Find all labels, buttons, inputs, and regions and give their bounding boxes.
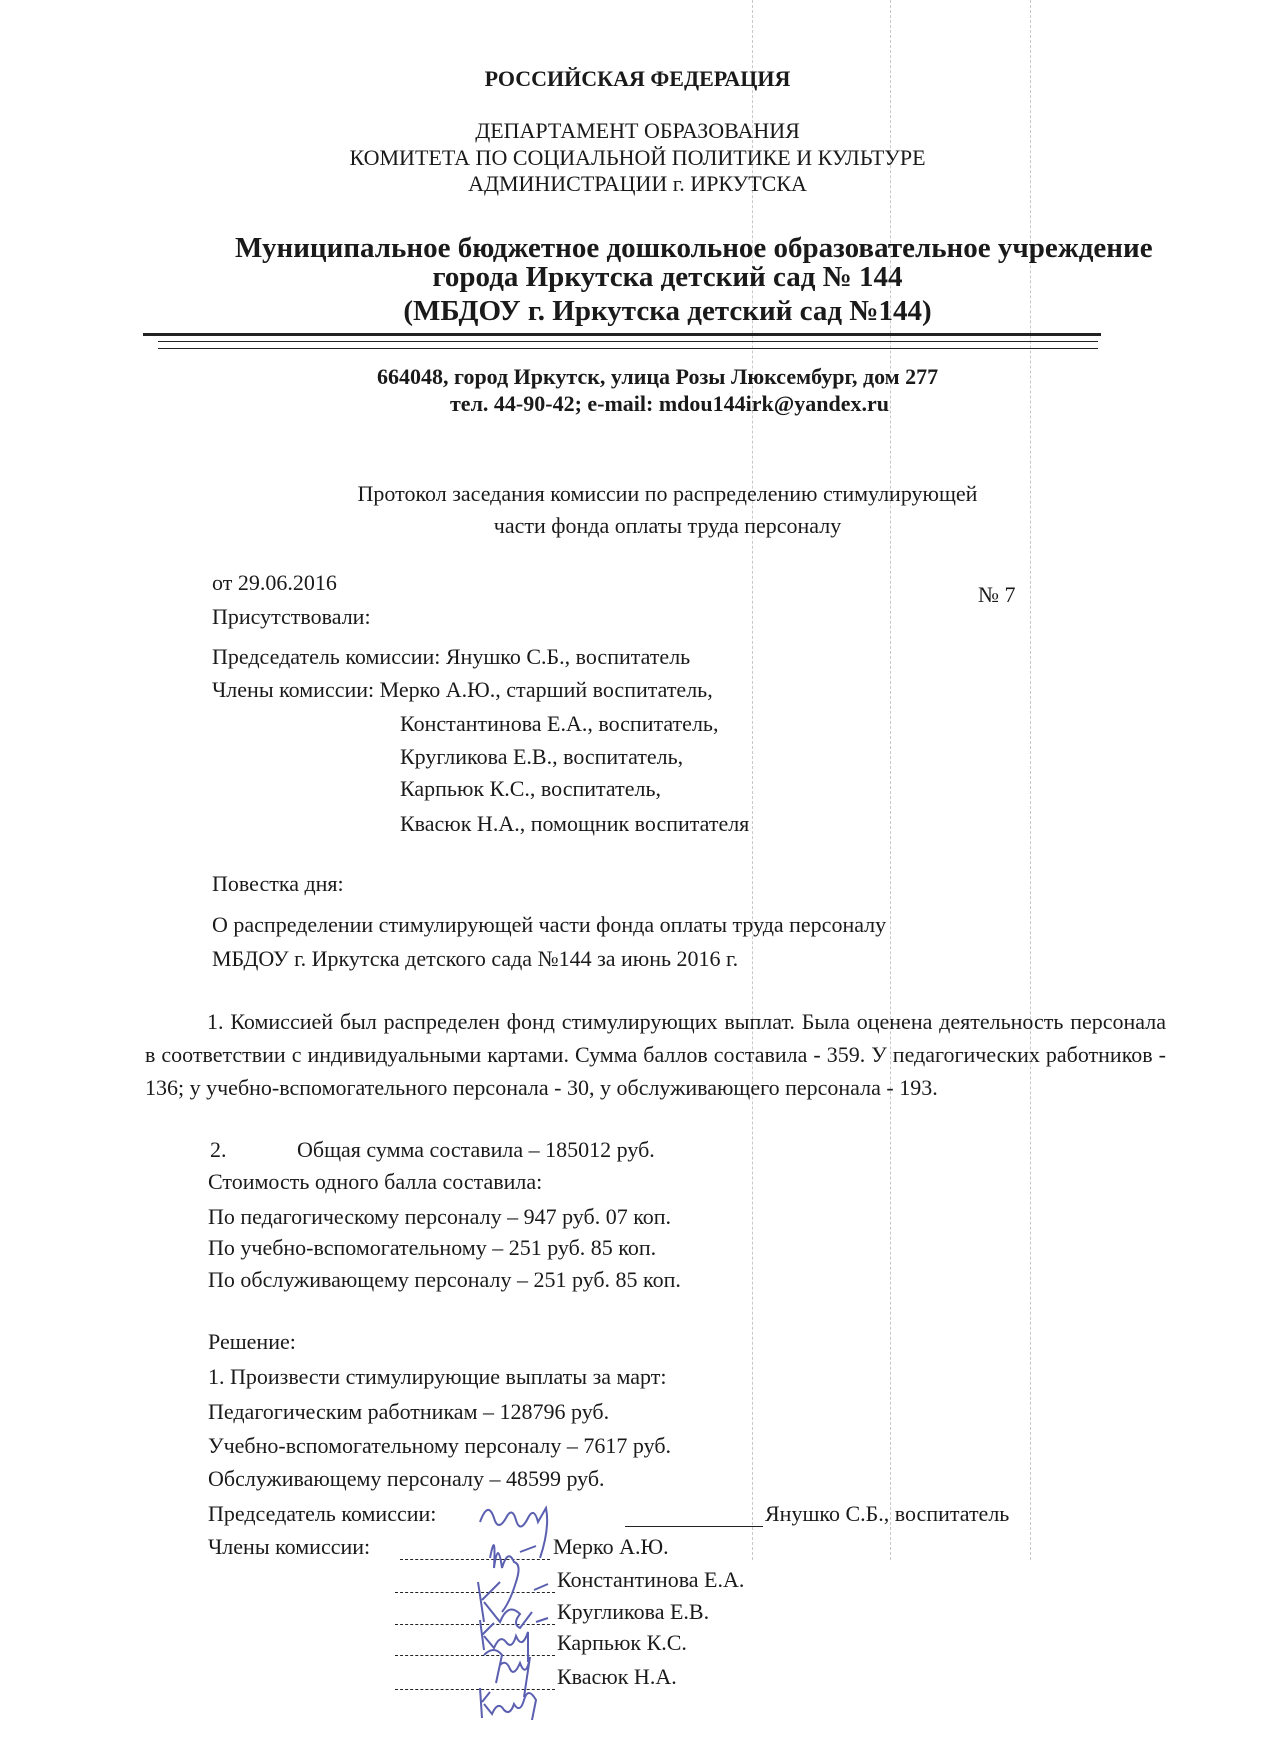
signature-chair [480,1508,547,1558]
signature-member: Карпьюк К.С. [557,1630,687,1655]
dept-line: ДЕПАРТАМЕНТ ОБРАЗОВАНИЯ [475,118,800,143]
signature-members-label: Члены комиссии: [208,1534,371,1559]
date: от 29.06.2016 [212,570,337,595]
decision-item: 1. Произвести стимулирующие выплаты за март: [208,1364,667,1389]
signature-chair-name: Янушко С.Б., воспитатель [765,1501,1010,1526]
cost-label: Стоимость одного балла составила: [208,1169,543,1194]
member: Квасюк Н.А., помощник воспитателя [400,811,750,836]
address: 664048, город Иркутск, улица Розы Люксембург, дом 277 [377,364,939,389]
paragraph-2: Общая сумма составила – 185012 руб. [297,1137,655,1162]
decision-label: Решение: [208,1329,296,1354]
header-rule [143,333,1101,336]
paragraph-2-number: 2. [210,1137,227,1162]
signature-member: Кругликова Е.В. [557,1599,710,1624]
signature-member: Квасюк Н.А. [557,1664,677,1689]
signature-kvasyuk [480,1688,536,1720]
member: Карпьюк К.С., воспитатель, [400,776,661,801]
payment-line: Обслуживающему персоналу – 48599 руб. [208,1466,605,1491]
members-label: Члены комиссии: Мерко А.Ю., старший воспитатель, [212,677,713,702]
country-heading: РОССИЙСКАЯ ФЕДЕРАЦИЯ [484,66,791,91]
dept-line: КОМИТЕТА ПО СОЦИАЛЬНОЙ ПОЛИТИКЕ И КУЛЬТУРЕ [349,145,926,170]
signature-line [625,1501,763,1527]
paragraph-1: 1. Комиссией был распределен фонд стимулирующих выплат. Была оценена деятельность персонала в соответствии с индивидуальными картами. Сумма баллов составила - 359. У педагогических работников - 136; у учебно-вспомогательного персонала - 30, у обслуживающего персонала - 193. [145,1009,1166,1100]
signature-member: Константинова Е.А. [557,1567,745,1592]
contacts: тел. 44-90-42; e-mail: mdou144irk@yandex.ru [450,391,889,416]
org-name: Муниципальное бюджетное дошкольное образовательное учреждение [235,232,1153,264]
cost-line: По обслуживающему персоналу – 251 руб. 85 коп. [208,1267,681,1292]
document-title: Протокол заседания комиссии по распределению стимулирующей [357,481,978,506]
payment-line: Педагогическим работникам – 128796 руб. [208,1399,610,1424]
agenda-label: Повестка дня: [212,871,344,896]
signature-chair-label: Председатель комиссии: [208,1501,437,1526]
org-name: города Иркутска детский сад № 144 [432,261,903,293]
header-rule [158,348,1098,349]
member: Кругликова Е.В., воспитатель, [400,744,684,769]
cost-line: По учебно-вспомогательному – 251 руб. 85 коп. [208,1235,657,1260]
header-rule [158,341,1098,342]
member: Константинова Е.А., воспитатель, [400,711,719,736]
signature-merko [490,1545,536,1612]
cost-line: По педагогическому персоналу – 947 руб. 07 коп. [208,1204,672,1229]
chair: Председатель комиссии: Янушко С.Б., воспитатель [212,644,691,669]
dept-line: АДМИНИСТРАЦИИ г. ИРКУТСКА [468,171,807,196]
protocol-number: № 7 [978,582,1016,607]
signature-karpyuk [484,1650,530,1697]
org-abbrev: (МБДОУ г. Иркутска детский сад №144) [403,295,932,327]
agenda-line: О распределении стимулирующей части фонда оплаты труда персоналу [212,912,887,937]
agenda-line: МБДОУ г. Иркутска детского сада №144 за июнь 2016 г. [212,946,739,971]
signature-kruglikova [480,1618,548,1662]
signature-member: Мерко А.Ю. [553,1534,669,1559]
handwritten-signatures [470,1490,630,1720]
attendance-label: Присутствовали: [212,604,371,629]
document-title: части фонда оплаты труда персоналу [493,513,842,538]
payment-line: Учебно-вспомогательному персоналу – 7617 руб. [208,1433,672,1458]
